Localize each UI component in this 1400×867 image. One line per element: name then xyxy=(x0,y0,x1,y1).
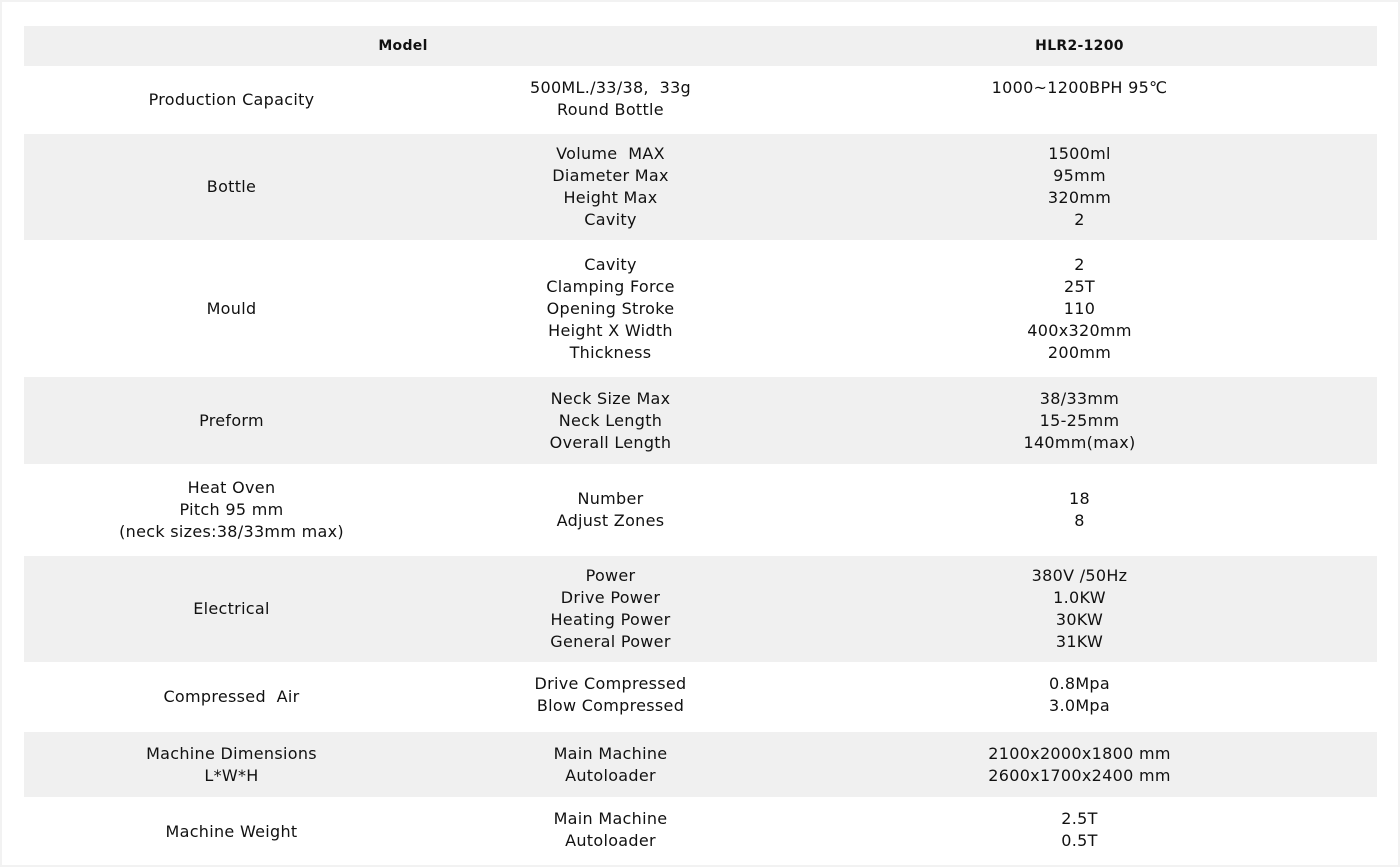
parameter-value: 2 xyxy=(1074,210,1085,229)
row-label-cell xyxy=(24,556,439,662)
row-label-cell xyxy=(24,377,439,464)
page-frame xyxy=(2,2,1398,865)
table-row xyxy=(24,377,1377,464)
parameter-name: Height Max xyxy=(563,188,658,207)
parameter-name: Blow Compressed xyxy=(536,696,685,715)
parameter-value: 25T xyxy=(1063,276,1096,296)
table-row xyxy=(24,797,1377,867)
spec-table xyxy=(24,26,1377,867)
row-label: Machine Weight xyxy=(165,822,298,841)
table-body xyxy=(24,66,1377,867)
parameter-value: 31KW xyxy=(1055,632,1104,651)
parameter-name: Round Bottle xyxy=(557,100,664,119)
parameter-name: Cavity xyxy=(584,210,637,229)
parameter-value-cell xyxy=(782,240,1377,377)
parameter-cell xyxy=(439,732,782,797)
parameter-cell xyxy=(439,797,782,867)
row-label: L*W*H xyxy=(204,765,259,785)
parameter-name: Heating Power xyxy=(550,610,671,629)
parameter-name: 500ML./33/38, 33g xyxy=(529,78,692,97)
parameter-cell xyxy=(439,377,782,464)
row-label: Machine Dimensions xyxy=(146,743,317,763)
parameter-cell xyxy=(439,240,782,377)
parameter-name: Cavity xyxy=(584,254,637,274)
parameter-name: Number xyxy=(577,489,644,508)
parameter-value: 18 xyxy=(1069,489,1090,508)
parameter-value: 1500ml xyxy=(1048,144,1111,163)
parameter-value: 400x320mm xyxy=(1027,320,1132,340)
parameter-name: Neck Size Max xyxy=(550,388,671,408)
table-row xyxy=(24,240,1377,377)
parameter-value: 8 xyxy=(1074,511,1085,530)
table-row xyxy=(24,464,1377,556)
parameter-value: 2100x2000x1800 mm xyxy=(988,743,1171,763)
parameter-cell xyxy=(439,662,782,732)
parameter-name: Clamping Force xyxy=(546,276,675,296)
row-label: Bottle xyxy=(206,177,257,196)
row-label-cell xyxy=(24,66,439,134)
parameter-value: 2600x1700x2400 mm xyxy=(988,765,1171,785)
row-label: Pitch 95 mm xyxy=(179,500,284,519)
table-row xyxy=(24,732,1377,797)
parameter-name: Neck Length xyxy=(558,410,663,430)
parameter-name: Main Machine xyxy=(553,809,668,828)
parameter-name: Volume MAX xyxy=(556,144,665,163)
row-label-cell xyxy=(24,134,439,240)
parameter-value: 200mm xyxy=(1047,342,1112,362)
parameter-value: 0.5T xyxy=(1061,831,1098,850)
parameter-value: 110 xyxy=(1063,298,1096,318)
table-row xyxy=(24,556,1377,662)
parameter-cell xyxy=(439,134,782,240)
parameter-value: 320mm xyxy=(1047,188,1112,207)
row-label-cell xyxy=(24,732,439,797)
row-label: (neck sizes:38/33mm max) xyxy=(119,522,344,541)
parameter-name: Adjust Zones xyxy=(556,511,665,530)
table-header-row xyxy=(24,26,1377,66)
parameter-value-cell xyxy=(782,662,1377,732)
parameter-value: 38/33mm xyxy=(1039,388,1120,408)
header-model-value: HLR2-1200 xyxy=(1035,38,1124,54)
table-row xyxy=(24,66,1377,134)
parameter-cell xyxy=(439,66,782,134)
table-row xyxy=(24,662,1377,732)
parameter-value: 30KW xyxy=(1055,610,1104,629)
parameter-name: Drive Power xyxy=(560,588,661,607)
parameter-name: Autoloader xyxy=(565,831,656,850)
parameter-name: Power xyxy=(585,566,636,585)
row-label: Heat Oven xyxy=(187,478,276,497)
parameter-cell xyxy=(439,464,782,556)
parameter-name: Height X Width xyxy=(548,320,673,340)
parameter-value: 15-25mm xyxy=(1039,410,1120,430)
parameter-name: Drive Compressed xyxy=(534,674,687,693)
row-label-cell xyxy=(24,662,439,732)
table-row xyxy=(24,134,1377,240)
parameter-value-cell xyxy=(782,377,1377,464)
row-label: Preform xyxy=(199,410,264,430)
parameter-value-cell xyxy=(782,134,1377,240)
parameter-value: 95mm xyxy=(1053,166,1106,185)
parameter-value-cell xyxy=(782,66,1377,134)
parameter-value: 1000~1200BPH 95℃ xyxy=(991,78,1168,97)
parameter-value: 2.5T xyxy=(1061,809,1098,828)
parameter-value: 3.0Mpa xyxy=(1048,696,1110,715)
row-label-cell xyxy=(24,464,439,556)
parameter-value: 2 xyxy=(1074,254,1085,274)
row-label: Mould xyxy=(206,298,257,318)
parameter-name: General Power xyxy=(550,632,671,651)
row-label-cell xyxy=(24,797,439,867)
parameter-cell xyxy=(439,556,782,662)
parameter-name: Overall Length xyxy=(549,432,672,452)
row-label-cell xyxy=(24,240,439,377)
parameter-value-cell xyxy=(782,556,1377,662)
parameter-value-cell xyxy=(782,797,1377,867)
header-model: Model xyxy=(378,38,428,54)
parameter-name: Thickness xyxy=(569,342,652,362)
parameter-value-cell xyxy=(782,732,1377,797)
parameter-name: Autoloader xyxy=(565,765,656,785)
parameter-value-cell xyxy=(782,464,1377,556)
row-label: Production Capacity xyxy=(148,90,315,109)
parameter-value: 380V /50Hz xyxy=(1031,566,1128,585)
parameter-name: Opening Stroke xyxy=(546,298,675,318)
parameter-name: Main Machine xyxy=(553,743,668,763)
parameter-value: 1.0KW xyxy=(1053,588,1106,607)
parameter-value: 140mm(max) xyxy=(1023,432,1136,452)
row-label: Compressed Air xyxy=(163,687,300,706)
parameter-value: 0.8Mpa xyxy=(1048,674,1110,693)
row-label: Electrical xyxy=(193,599,270,618)
parameter-name: Diameter Max xyxy=(552,166,669,185)
